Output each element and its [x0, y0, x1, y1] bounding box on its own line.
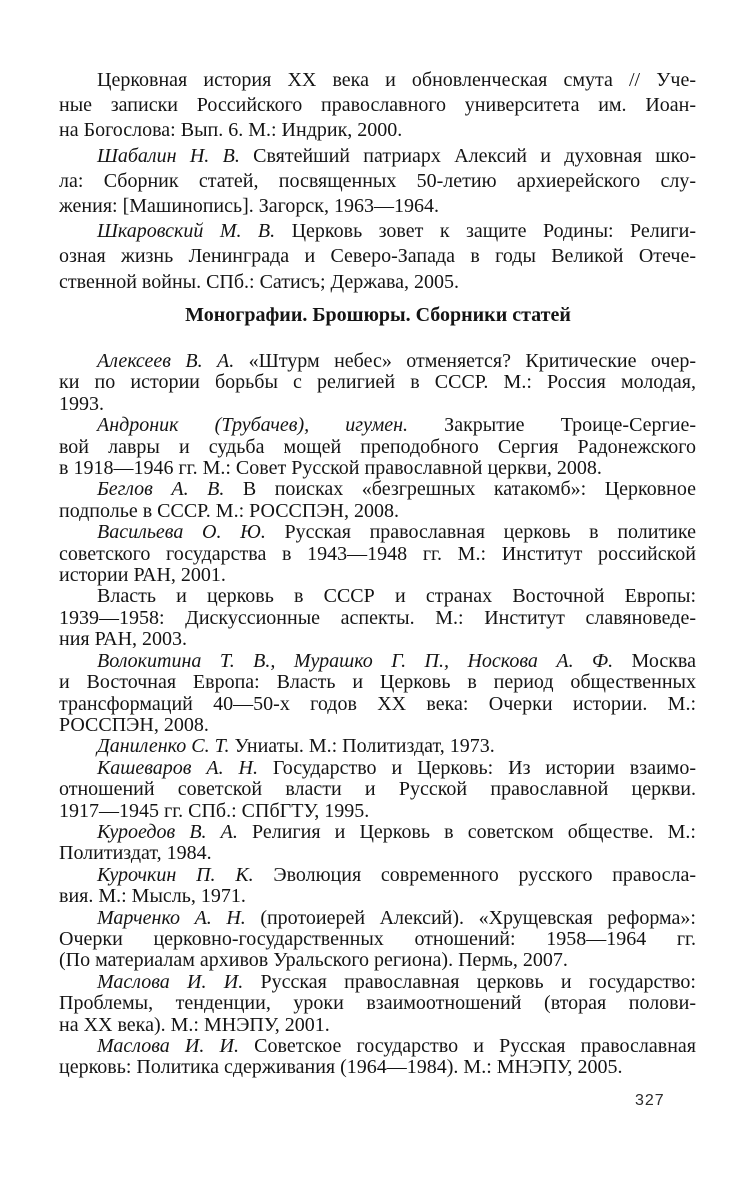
bibliography-line: ные записки Российского православного университета им. Иоан- [59, 94, 696, 117]
section-heading: Монографии. Брошюры. Сборники статей [185, 304, 571, 326]
bibliography-line: отношений советской власти и Русской православной церкви. [59, 778, 696, 801]
bibliography-line: Васильева О. Ю. Русская православная церковь в политике [97, 521, 696, 544]
author-name: Алексеев В. А. [97, 350, 235, 372]
bibliography-line: Андроник (Трубачев), игумен. Закрытие Троице-Сергие- [97, 414, 696, 437]
bibliography-line: 1939—1958: Дискуссионные аспекты. М.: Институт славяноведе- [59, 606, 696, 629]
bibliography-entry [59, 822, 696, 865]
bibliography-line: Шкаровский М. В. Церковь зовет к защите Родины: Религи- [97, 220, 697, 243]
bibliography-line: Алексеев В. А. «Штурм небес» отменяется? Критические очер- [97, 350, 696, 372]
author-name: Шкаровский М. В. [97, 220, 276, 243]
page-number: 327 [635, 1092, 665, 1109]
author-name: Маслова И. И. [97, 1035, 239, 1057]
bibliography-line: Маслова И. И. Русская православная церковь и государство: [97, 970, 696, 993]
bibliography-entry [59, 479, 696, 522]
bibliography-entry [59, 144, 696, 220]
author-name: Маслова И. И. [97, 970, 244, 993]
bibliography-line: Курочкин П. К. Эволюция современного русского правосла- [97, 863, 696, 886]
bibliography-line: Марченко А. Н. (протоиерей Алексий). «Хрущевская реформа»: [97, 906, 696, 929]
bibliography-entry [59, 758, 696, 822]
bibliography-line: на XX века). М.: МНЭПУ, 2001. [59, 1013, 330, 1036]
bibliography-entry [59, 736, 696, 757]
author-name: Беглов А. В. [97, 478, 225, 501]
bibliography-line: Куроедов В. А. Религия и Церковь в советском обществе. М.: [97, 820, 696, 843]
bibliography-line: 1917—1945 гг. СПб.: СПбГТУ, 1995. [59, 799, 370, 822]
bibliography-entry [59, 415, 696, 479]
bibliography-line: (По материалам архивов Уральского региона). Пермь, 2007. [59, 949, 568, 972]
bibliography-line: Церковная история XX века и обновленческая смута // Уче- [97, 69, 696, 91]
bibliography-line: ла: Сборник статей, посвященных 50-летию архиерейского слу- [59, 169, 696, 192]
author-name: Курочкин П. К. [97, 863, 254, 886]
bibliography-line: Проблемы, тенденции, уроки взаимоотношений (вторая полови- [59, 992, 696, 1015]
bibliography-line: в 1918—1946 гг. М.: Совет Русской православной церкви, 2008. [59, 457, 602, 480]
author-name: Куроедов В. А. [97, 820, 238, 843]
bibliography-line: и Восточная Европа: Власть и Церковь в период общественных [59, 671, 696, 694]
bibliography-line: вия. М.: Мысль, 1971. [59, 885, 246, 908]
bibliography-line: озная жизнь Ленинграда и Северо-Запада в годы Великой Отече- [59, 245, 696, 268]
bibliography-line: церковь: Политика сдерживания (1964—1984). М.: МНЭПУ, 2005. [59, 1056, 623, 1079]
bibliography-entry [59, 68, 696, 144]
author-name: Васильева О. Ю. [97, 521, 266, 544]
bibliography-line: 1993. [59, 392, 104, 415]
bibliography-line: Беглов А. В. В поисках «безгрешных катакомб»: Церковное [97, 478, 696, 501]
bibliography-line: трансформаций 40—50-х годов XX века: Очерки истории. М.: [59, 692, 696, 715]
author-name: Волокитина Т. В., Мурашко Г. П., Носкова А. Ф. [97, 649, 614, 672]
bibliography-monographs-section [59, 351, 696, 1079]
author-name: Андроник (Трубачев), игумен. [97, 414, 409, 437]
bibliography-line: Политиздат, 1984. [59, 842, 212, 865]
bibliography-entry [59, 219, 696, 295]
author-name: Марченко А. Н. [97, 906, 246, 929]
bibliography-line: ственной войны. СПб.: Сатисъ; Держава, 2005. [59, 270, 460, 293]
bibliography-line: жения: [Машинопись]. Загорск, 1963—1964. [59, 195, 439, 218]
bibliography-line: ки по истории борьбы с религией в СССР. М.: Россия молодая, [59, 371, 696, 394]
bibliography-line: Маслова И. И. Советское государство и Русская православная [97, 1035, 697, 1057]
bibliography-line: Шабалин Н. В. Святейший патриарх Алексий и духовная шко- [97, 144, 696, 167]
bibliography-line: истории РАН, 2001. [59, 564, 226, 587]
bibliography-entry [59, 972, 696, 1036]
bibliography-line: ния РАН, 2003. [59, 628, 188, 651]
bibliography-entry [59, 586, 696, 650]
bibliography-line: Очерки церковно-государственных отношений: 1958—1964 гг. [59, 927, 696, 950]
bibliography-entry [59, 351, 696, 415]
bibliography-entry [59, 1036, 696, 1079]
author-name: Даниленко С. Т. [97, 735, 230, 758]
bibliography-line: Даниленко С. Т. Униаты. М.: Политиздат, 1973. [97, 735, 495, 758]
bibliography-entry [59, 522, 696, 586]
bibliography-line: на Богослова: Вып. 6. М.: Индрик, 2000. [59, 119, 403, 142]
bibliography-entry [59, 908, 696, 972]
bibliography-line: советского государства в 1943—1948 гг. М.: Институт российской [59, 542, 696, 565]
bibliography-top-section [59, 68, 696, 295]
bibliography-line: Кашеваров А. Н. Государство и Церковь: Из истории взаимо- [97, 756, 696, 779]
bibliography-line: РОССПЭН, 2008. [59, 713, 209, 736]
bibliography-line: подполье в СССР. М.: РОССПЭН, 2008. [59, 499, 399, 522]
bibliography-line: вой лавры и судьба мощей преподобного Сергия Радонежского [59, 435, 696, 458]
bibliography-entry [59, 865, 696, 908]
bibliography-line: Власть и церковь в СССР и странах Восточной Европы: [97, 585, 696, 608]
bibliography-entry [59, 651, 696, 737]
bibliography-line: Волокитина Т. В., Мурашко Г. П., Носкова А. Ф. Москва [97, 649, 696, 672]
author-name: Шабалин Н. В. [97, 144, 240, 167]
author-name: Кашеваров А. Н. [97, 756, 258, 779]
